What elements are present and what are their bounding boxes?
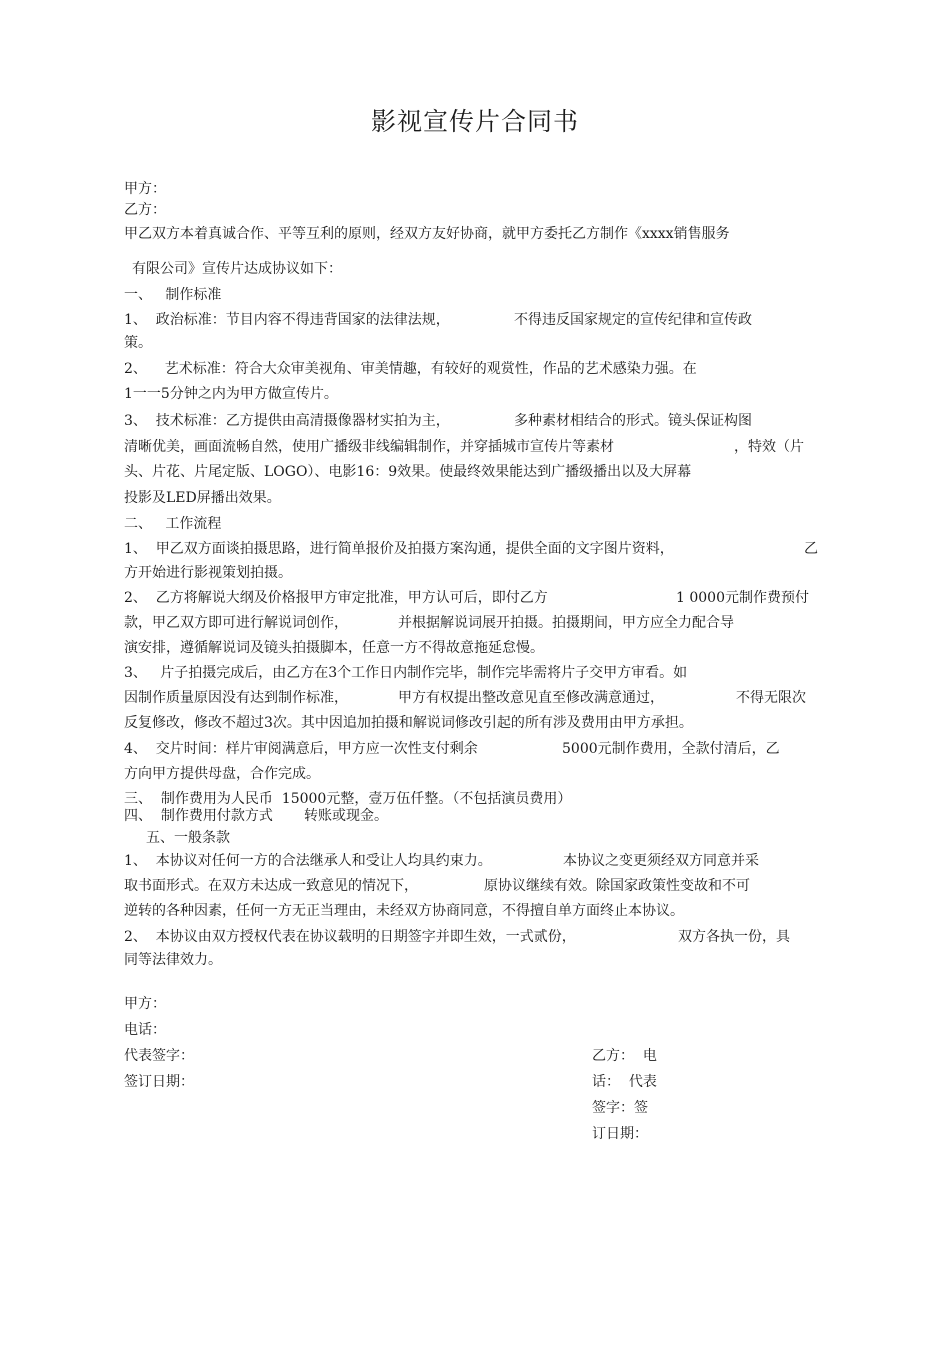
clause-2-3-line-2b: 甲方有权提出整改意见直至修改满意通过， (398, 690, 664, 706)
document-title: 影视宣传片合同书 (370, 107, 579, 136)
clause-1-3-line-4: 投影及LED屏播出效果。 (124, 490, 281, 506)
clause-1-1-line-1a: 1、 政治标准：节目内容不得违背国家的法律法规， (124, 312, 450, 328)
clause-2-1-line-1a: 1、 甲乙双方面谈拍摄思路，进行简单报价及拍摄方案沟通，提供全面的文字图片资料， (124, 541, 674, 557)
clause-1-2-line-2: 1一一5分钟之内为甲方做宣传片。 (124, 386, 338, 402)
clause-2-4-line-1a: 4、 交片时间：样片审阅满意后，甲方应一次性支付剩余 (124, 741, 478, 757)
clause-1-3-line-2a: 清晰优美，画面流畅自然，使用广播级非线编辑制作，并穿插城市宣传片等素材 (124, 439, 614, 455)
clause-2-2-line-2a: 款，甲乙双方即可进行解说词创作， (124, 615, 348, 631)
clause-5-1-line-2b: 原协议继续有效。除国家政策性变故和不可 (484, 878, 750, 894)
clause-2-3-line-3: 反复修改，修改不超过3次。其中因追加拍摄和解说词修改引起的所有涉及费用由甲方承担。 (124, 715, 693, 731)
party-b-label: 乙方： (124, 202, 166, 218)
clause-2-3-line-1: 3、 片子拍摄完成后，由乙方在3个工作日内制作完毕，制作完毕需将片子交甲方审看。如 (124, 665, 688, 681)
clause-5-1-line-3: 逆转的各种因素，任何一方无正当理由，未经双方协商同意，不得擅自单方面终止本协议。 (124, 903, 684, 919)
sign-party-b-line-4: 订日期： (592, 1126, 648, 1142)
sign-party-b-line-1: 乙方： 电 (592, 1048, 657, 1064)
clause-2-2-line-1b: 1 0000元制作费预付 (676, 590, 809, 606)
clause-2-3-line-2c: 不得无限次 (736, 690, 806, 706)
section-1-heading: 一、 制作标准 (124, 287, 222, 303)
sign-party-a-date: 签订日期： (124, 1074, 194, 1090)
sign-party-a-representative: 代表签字： (124, 1048, 194, 1064)
clause-5-1-line-1a: 1、 本协议对任何一方的合法继承人和受让人均具约束力。 (124, 853, 492, 869)
clause-2-2-line-2b: 并根据解说词展开拍摄。拍摄期间，甲方应全力配合导 (398, 615, 734, 631)
section-4-payment-b: 转账或现金。 (304, 808, 388, 824)
sign-party-b-line-2: 话： 代表 (592, 1074, 657, 1090)
clause-2-3-line-2a: 因制作质量原因没有达到制作标准， (124, 690, 348, 706)
section-5-heading: 五、一般条款 (146, 830, 230, 846)
section-3-fee: 三、 制作费用为人民币 15000元整，壹万伍仟整。（不包括演员费用） (124, 791, 572, 807)
clause-5-2-line-1a: 2、 本协议由双方授权代表在协议载明的日期签字并即生效，一式贰份， (124, 929, 576, 945)
clause-5-1-line-1b: 本协议之变更须经双方同意并采 (563, 853, 759, 869)
sign-party-b-line-3: 签字：签 (592, 1100, 648, 1116)
section-4-payment-a: 四、 制作费用付款方式 (124, 808, 273, 824)
clause-1-2-line-1: 2、 艺术标准：符合大众审美视角、审美情趣，有较好的观赏性，作品的艺术感染力强。在 (124, 361, 697, 377)
clause-2-2-line-1a: 2、 乙方将解说大纲及价格报甲方审定批准，甲方认可后，即付乙方 (124, 590, 548, 606)
clause-1-1-line-1b: 不得违反国家规定的宣传纪律和宣传政 (514, 312, 752, 328)
section-2-heading: 二、 工作流程 (124, 516, 222, 532)
clause-1-3-line-2b: ，特效（片 (734, 439, 804, 455)
clause-1-1-line-2: 策。 (124, 335, 152, 351)
clause-5-2-line-2: 同等法律效力。 (124, 952, 222, 968)
clause-2-2-line-3: 演安排，遵循解说词及镜头拍摄脚本，任意一方不得故意拖延怠慢。 (124, 640, 544, 656)
clause-1-3-line-3: 头、片花、片尾定版、LOGO）、电影16：9效果。使最终效果能达到广播级播出以及大屏幕 (124, 464, 692, 480)
clause-1-3-line-1a: 3、 技术标准：乙方提供由高清摄像器材实拍为主， (124, 413, 450, 429)
sign-party-a: 甲方： (124, 996, 166, 1012)
clause-2-4-line-1b: 5000元制作费用，全款付清后，乙 (562, 741, 780, 757)
intro-line-2: 有限公司》宣传片达成协议如下： (132, 261, 342, 277)
clause-1-3-line-1b: 多种素材相结合的形式。镜头保证构图 (514, 413, 752, 429)
sign-party-a-phone: 电话： (124, 1022, 166, 1038)
clause-5-2-line-1b: 双方各执一份，具 (678, 929, 790, 945)
clause-2-1-line-1b: 乙 (804, 541, 818, 557)
clause-2-1-line-2: 方开始进行影视策划拍摄。 (124, 565, 292, 581)
clause-5-1-line-2a: 取书面形式。在双方未达成一致意见的情况下， (124, 878, 418, 894)
party-a-label: 甲方： (124, 181, 166, 197)
intro-line-1: 甲乙双方本着真诚合作、平等互利的原则，经双方友好协商，就甲方委托乙方制作《xxxx销售服务 (124, 226, 730, 242)
clause-2-4-line-2: 方向甲方提供母盘，合作完成。 (124, 766, 320, 782)
